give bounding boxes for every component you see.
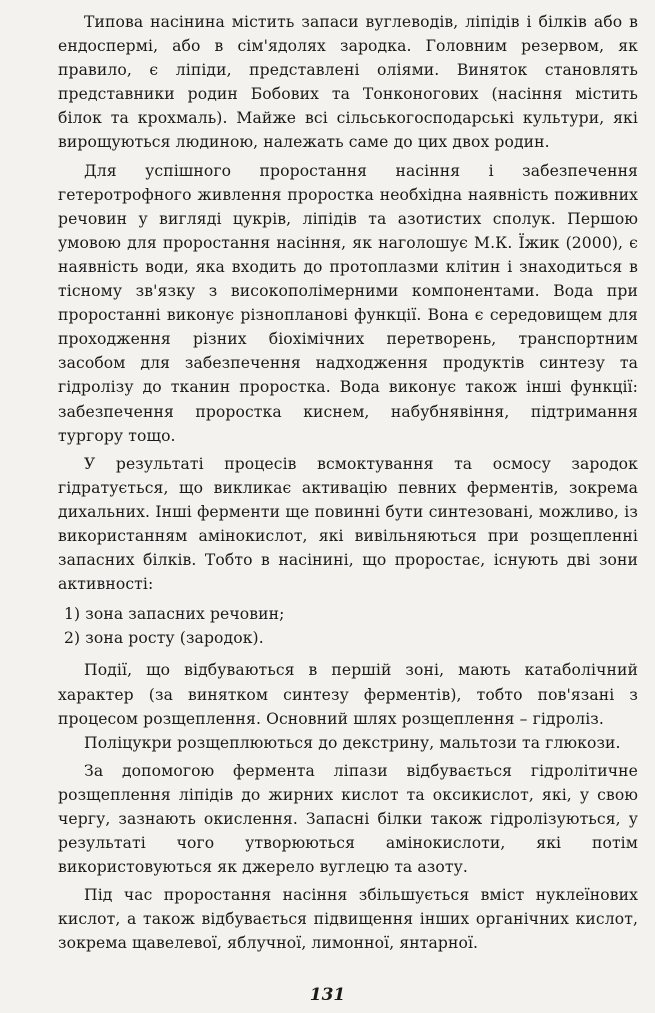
paragraph-seed-reserves: Типова насінина містить запаси вуглеводів, ліпідів і білків або в ендоспермі, або в сім'ядолях зародка. Головним резервом, як правило, є ліпіди, представлені оліями. Виняток становлять представники родин Бобових та Тонконогових (насіння містить білок та крохмаль). Майже всі сільськогосподарські культури, які вирощуються людиною, належать саме до цих двох родин. bbox=[58, 13, 638, 152]
paragraph-germination-conditions: Для успішного проростання насіння і забезпечення гетеротрофного живлення проростка необхідна наявність поживних речовин у вигляді цукрів, ліпідів та азотистих сполук. Першою умовою для проростання насіння, як наголошує М.К. Їжик (2000), є наявність води, яка входить до протоплазми клітин і знаходиться в тісному зв'язку з високополімерними компонентами. Вода при проростанні виконує різнопланові функції. Вона є середовищем для проходження різних біохімічних перетворень, транспортним засобом для забезпечення надходження продуктів синтезу та гідролізу до тканин проростка. Вода виконує також інші функції: забезпечення проростка киснем, набубнявіння, підтримання тургору тощо. bbox=[58, 161, 638, 445]
page-body bbox=[58, 10, 638, 956]
activity-zones-list bbox=[58, 602, 638, 650]
page-number: 131 bbox=[309, 985, 346, 1005]
list-item: 2) зона росту (зародок). bbox=[64, 629, 264, 648]
paragraph-catabolic-processes: Події, що відбуваються в першій зоні, мають катаболічний характер (за винятком синтезу ферментів), тобто пов'язані з процесом розщеплення. Основний шлях розщеплення – гідроліз. bbox=[58, 661, 638, 728]
list-item: 1) зона запасних речовин; bbox=[64, 605, 285, 624]
paragraph-lipase-hydrolysis: За допомогою фермента ліпази відбувається гідролітичне розщеплення ліпідів до жирних кислот та оксикислот, які, у свою чергу, зазнають окислення. Запасні білки також гідролізуються, у результаті чого утворюються амінокислоти, які потім використовуються як джерело вуглецю та азоту. bbox=[58, 761, 638, 877]
paragraph-polysaccharides: Поліцукри розщеплюються до декстрину, мальтози та глюкози. bbox=[84, 733, 621, 752]
paragraph-embryo-hydration: У результаті процесів всмоктування та осмосу зародок гідратується, що викликає активацію певних ферментів, зокрема дихальних. Інші ферменти ще повинні бути синтезовані, можливо, із використанням амінокислот, які вивільняються при розщепленні запасних білків. Тобто в насінині, що проростає, існують дві зони активності: bbox=[58, 454, 638, 594]
paragraph-nucleic-acids: Під час проростання насіння збільшується вміст нуклеїнових кислот, а також відбувається підвищення інших органічних кислот, зокрема щавелевої, яблучної, лимонної, янтарної. bbox=[58, 886, 638, 953]
